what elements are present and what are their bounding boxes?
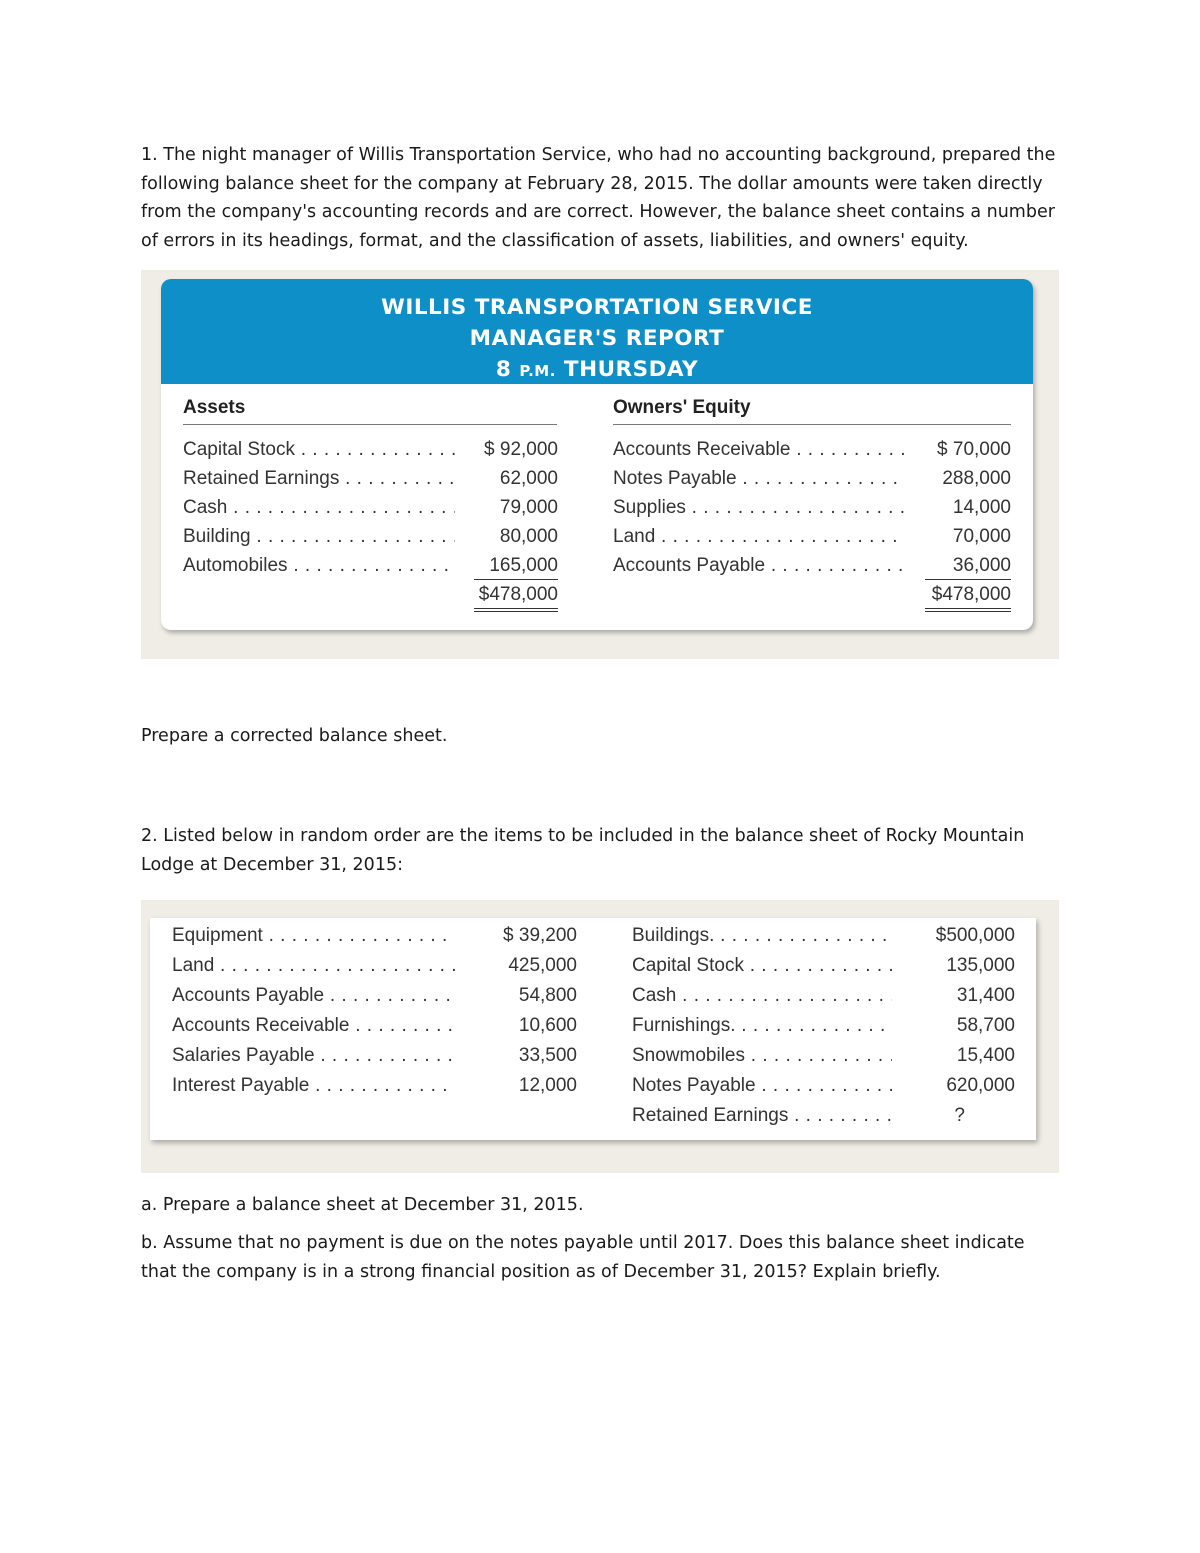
- row-label: Notes Payable . . .: [632, 1075, 892, 1097]
- equity-rule: [613, 424, 1011, 425]
- row-label: Automobiles . . .: [183, 555, 455, 577]
- row-amount: 33,500: [518, 1045, 577, 1066]
- table-row: [183, 468, 558, 497]
- report-title-company: WILLIS TRANSPORTATION SERVICE: [381, 295, 813, 320]
- row-label: Accounts Payable . . .: [172, 985, 455, 1007]
- table-row: [632, 955, 1015, 985]
- table-row: [613, 468, 1011, 497]
- equity-total: $478,000: [925, 584, 1011, 612]
- row-amount: $500,000: [935, 925, 1015, 946]
- row-label: Equipment . . .: [172, 925, 455, 947]
- table-row: [632, 985, 1015, 1015]
- row-amount: 15,400: [956, 1045, 1015, 1066]
- row-amount: 620,000: [946, 1075, 1015, 1096]
- row-amount: 54,800: [518, 985, 577, 1006]
- table-row: [632, 1105, 1015, 1135]
- row-amount: 10,600: [518, 1015, 577, 1036]
- table-row: [613, 526, 1011, 555]
- rocky-mountain-items-exhibit: [141, 900, 1059, 1173]
- assets-total: $478,000: [474, 584, 558, 612]
- row-label: Accounts Receivable . . .: [613, 439, 905, 461]
- table-row: [172, 985, 577, 1015]
- assets-heading: Assets: [183, 397, 246, 418]
- row-amount: 31,400: [956, 985, 1015, 1006]
- row-label: Capital Stock . . .: [632, 955, 892, 977]
- table-row: [632, 1015, 1015, 1045]
- table-row: [172, 1045, 577, 1075]
- row-label: Snowmobiles . . .: [632, 1045, 892, 1067]
- row-amount: 425,000: [508, 955, 577, 976]
- row-amount: 36,000: [925, 555, 1011, 580]
- row-amount: 80,000: [499, 526, 558, 547]
- table-row: [632, 925, 1015, 955]
- report-title-name: MANAGER'S REPORT: [469, 326, 725, 351]
- row-amount: 58,700: [956, 1015, 1015, 1036]
- row-amount: $ 92,000: [484, 439, 558, 460]
- table-row: [613, 439, 1011, 468]
- row-label: Supplies . . .: [613, 497, 905, 519]
- row-amount: 165,000: [474, 555, 558, 580]
- row-label: Buildings. . . .: [632, 925, 892, 947]
- row-amount: 14,000: [952, 497, 1011, 518]
- problem-2-part-b: b. Assume that no payment is due on the notes payable until 2017. Does this balance sheet indicate that the company is in a strong financial position as of December 31, 2015? Explain briefly.: [141, 1233, 1025, 1282]
- row-amount: $ 39,200: [503, 925, 577, 946]
- row-label: Retained Earnings . . .: [632, 1105, 892, 1127]
- assets-rule: [183, 424, 557, 425]
- report-banner: [161, 279, 1033, 384]
- row-label: Furnishings. . . .: [632, 1015, 892, 1037]
- table-row: [632, 1045, 1015, 1075]
- row-label: Accounts Payable . . .: [613, 555, 905, 577]
- owners-equity-heading: Owners' Equity: [613, 397, 751, 418]
- table-row: [172, 1015, 577, 1045]
- row-label: Land . . .: [613, 526, 905, 548]
- table-row: [172, 1075, 577, 1105]
- problem-2-text: 2. Listed below in random order are the items to be included in the balance sheet of Rocky Mountain Lodge at December 31, 2015:: [141, 826, 1025, 875]
- row-label: Building . . .: [183, 526, 455, 548]
- row-label: Notes Payable . . .: [613, 468, 905, 490]
- problem-1-instruction: Prepare a corrected balance sheet.: [141, 726, 448, 746]
- total-row: [613, 584, 1011, 613]
- total-row: [183, 584, 558, 613]
- row-label: Interest Payable . . .: [172, 1075, 455, 1097]
- table-row: [183, 526, 558, 555]
- row-amount: 79,000: [499, 497, 558, 518]
- table-row: [613, 497, 1011, 526]
- table-row: [183, 497, 558, 526]
- row-label: Land . . .: [172, 955, 455, 977]
- row-amount: 70,000: [952, 526, 1011, 547]
- rocky-mountain-items-card: [150, 918, 1036, 1140]
- row-label: Salaries Payable . . .: [172, 1045, 455, 1067]
- table-row: [632, 1075, 1015, 1105]
- row-amount: ?: [954, 1105, 965, 1126]
- willis-balance-sheet-exhibit: [141, 270, 1059, 659]
- willis-report-card: [161, 279, 1033, 630]
- row-label: Capital Stock . . .: [183, 439, 455, 461]
- table-row: [613, 555, 1011, 584]
- row-label: Retained Earnings . . .: [183, 468, 455, 490]
- row-label: Accounts Receivable . . .: [172, 1015, 455, 1037]
- row-amount: $ 70,000: [937, 439, 1011, 460]
- row-label: Cash . . .: [632, 985, 892, 1007]
- table-row: [172, 955, 577, 985]
- table-row: [183, 555, 558, 584]
- problem-1-text: 1. The night manager of Willis Transportation Service, who had no accounting background, prepared the following balance sheet for the company at February 28, 2015. The dollar amounts were taken directly from the company's accounting records and are correct. However, the balance sheet contains a number of errors in its headings, format, and the classification of assets, liabilities, and owners' equity.: [141, 145, 1056, 251]
- table-row: [172, 925, 577, 955]
- row-label: Cash . . .: [183, 497, 455, 519]
- row-amount: 135,000: [946, 955, 1015, 976]
- report-title-time: 8 P.M. THURSDAY: [495, 357, 699, 382]
- row-amount: 62,000: [499, 468, 558, 489]
- problem-2-part-a: a. Prepare a balance sheet at December 31, 2015.: [141, 1195, 584, 1215]
- row-amount: 288,000: [942, 468, 1011, 489]
- table-row: [183, 439, 558, 468]
- row-amount: 12,000: [518, 1075, 577, 1096]
